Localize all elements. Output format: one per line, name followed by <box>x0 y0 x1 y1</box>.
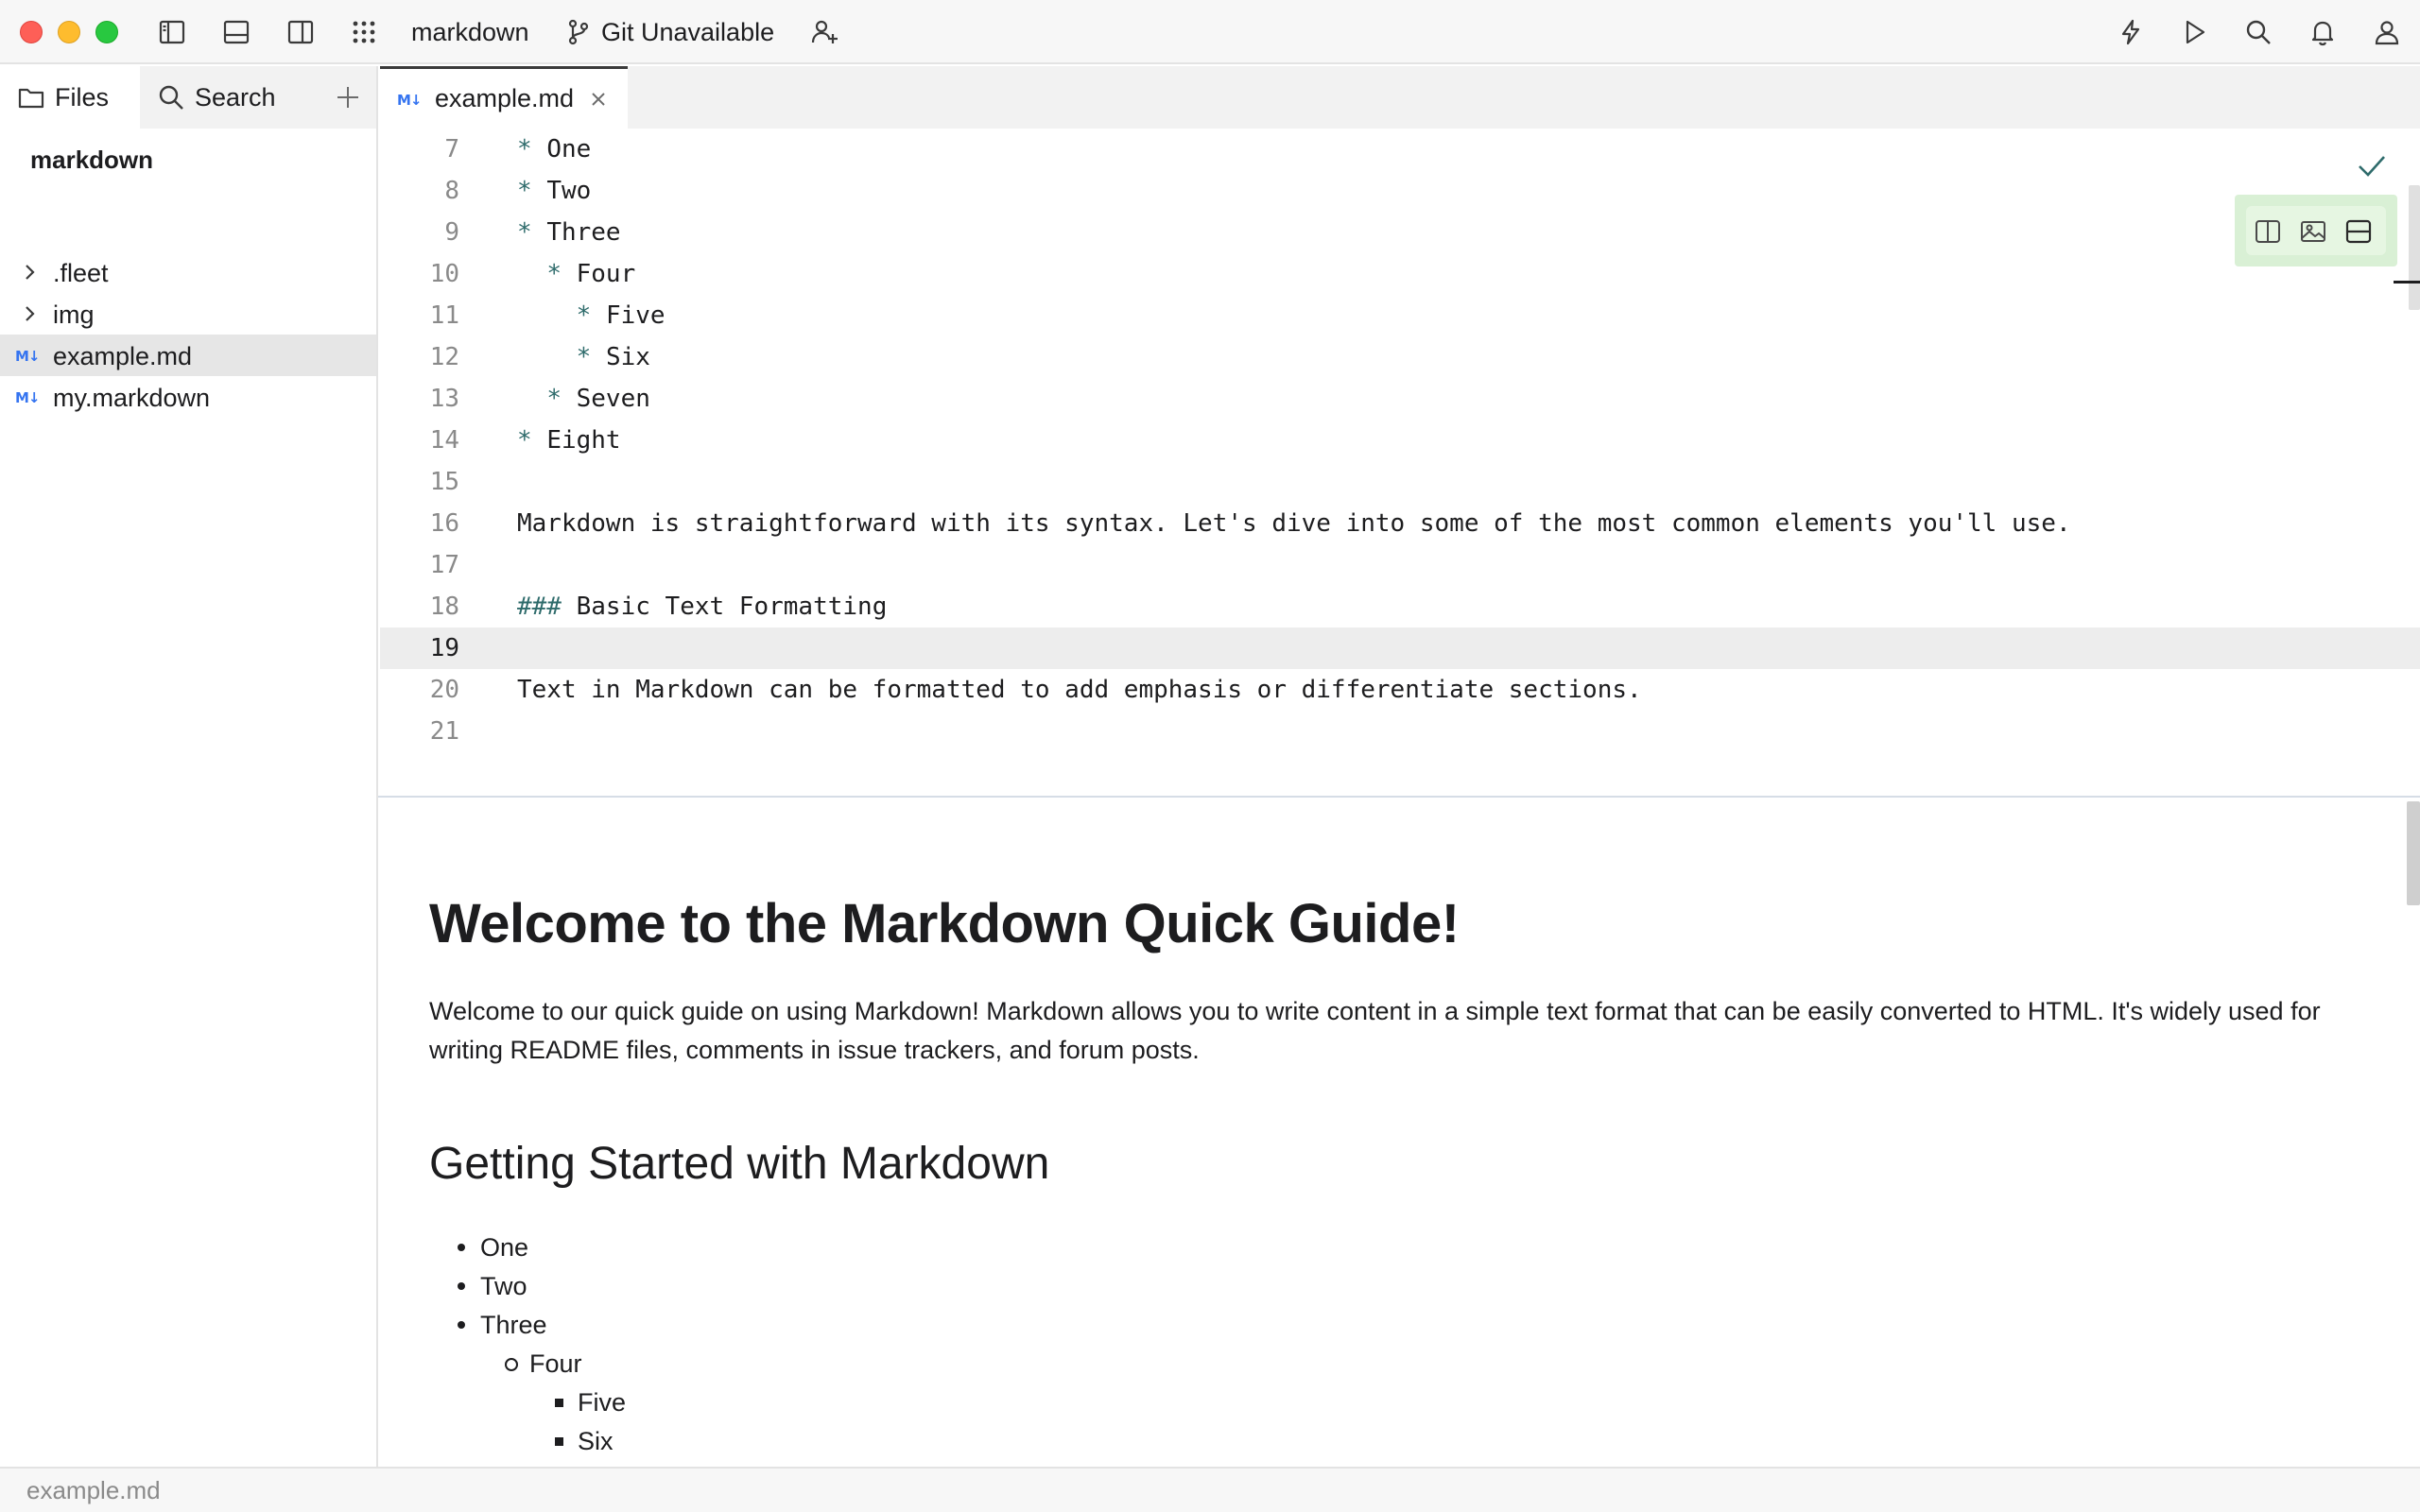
tree-item-label: .fleet <box>53 259 109 287</box>
tree-item-label: img <box>53 301 95 329</box>
project-name[interactable]: markdown <box>411 18 529 46</box>
line-number: 8 <box>444 177 459 205</box>
line-number: 20 <box>429 676 459 704</box>
line-number: 16 <box>429 509 459 538</box>
preview-list-item: Six <box>578 1422 614 1460</box>
tree-folder-fleet[interactable] <box>0 251 376 293</box>
tab-search-label: Search <box>195 82 276 112</box>
git-status-label[interactable]: Git Unavailable <box>601 18 775 46</box>
toggle-left-panel-icon[interactable] <box>157 17 187 47</box>
split-horizontal-icon[interactable] <box>2344 217 2373 246</box>
editor-scroll-marker <box>2394 281 2420 284</box>
status-bar <box>0 1467 2420 1512</box>
preview-list-item: Two <box>480 1267 527 1305</box>
preview-list-item: One <box>480 1228 528 1266</box>
preview-list-item: Four <box>529 1345 582 1383</box>
add-tab-icon[interactable] <box>333 82 363 112</box>
editor-tab-strip <box>380 66 2420 129</box>
line-number: 21 <box>429 717 459 746</box>
tree-item-label: example.md <box>53 342 193 370</box>
code-line[interactable] <box>380 544 2420 586</box>
toggle-bottom-panel-icon[interactable] <box>221 17 251 47</box>
line-number: 10 <box>429 260 459 288</box>
window-maximize-button[interactable] <box>95 21 118 43</box>
markdown-file-icon: M↓ <box>397 92 422 109</box>
line-number: 7 <box>444 135 459 163</box>
git-branch-icon <box>563 17 594 47</box>
line-text: * Six <box>576 343 650 371</box>
line-number: 19 <box>429 634 459 662</box>
line-number: 14 <box>429 426 459 455</box>
code-line[interactable] <box>380 378 2420 420</box>
preview-paragraph: Welcome to our quick guide on using Markdown! Markdown allows you to write content in a simple text format that can be easily converted to HTML. It's widely used for writing README files, comments in issue trackers, and forum posts. <box>429 997 2321 1064</box>
line-text: * Two <box>517 177 592 205</box>
preview-list-item: Three <box>480 1306 547 1344</box>
search-icon[interactable] <box>2243 17 2273 47</box>
folder-icon <box>17 83 45 112</box>
tab-search[interactable] <box>140 66 310 129</box>
line-text: * Five <box>576 301 666 330</box>
line-number: 15 <box>429 468 459 496</box>
preview-scrollbar[interactable] <box>2407 801 2420 905</box>
line-text: * Seven <box>546 385 650 413</box>
title-bar <box>0 0 2420 64</box>
status-file-name[interactable]: example.md <box>26 1476 161 1504</box>
line-number: 11 <box>429 301 459 330</box>
account-icon[interactable] <box>2372 17 2402 47</box>
code-line[interactable] <box>380 420 2420 461</box>
line-text: ### Basic Text Formatting <box>517 593 888 621</box>
preview-list-item: Five <box>578 1383 626 1421</box>
split-vertical-icon[interactable] <box>2254 217 2282 246</box>
preview-heading-2: Getting Started with Markdown <box>429 1139 1050 1189</box>
run-icon[interactable] <box>2179 17 2209 47</box>
line-number: 13 <box>429 385 459 413</box>
sidebar <box>0 66 378 1467</box>
editor-tab-label: example.md <box>435 84 575 112</box>
toggle-right-panel-icon[interactable] <box>285 17 316 47</box>
line-number: 17 <box>429 551 459 579</box>
app-grid-icon[interactable] <box>349 17 379 47</box>
bell-icon[interactable] <box>2308 17 2338 47</box>
line-text: * One <box>517 135 592 163</box>
code-line[interactable] <box>380 711 2420 752</box>
line-text: * Three <box>517 218 621 247</box>
tree-folder-img[interactable] <box>0 293 376 335</box>
code-line[interactable] <box>380 253 2420 295</box>
tab-files[interactable] <box>0 66 140 129</box>
image-preview-icon[interactable] <box>2299 217 2327 246</box>
code-line[interactable] <box>380 336 2420 378</box>
window-minimize-button[interactable] <box>58 21 80 43</box>
chevron-right-icon[interactable] <box>19 303 40 324</box>
tree-file-example-md[interactable] <box>0 335 376 376</box>
preview-mode-group <box>2246 206 2386 255</box>
markdown-file-icon: M↓ <box>15 389 40 406</box>
add-user-icon[interactable] <box>809 17 839 47</box>
code-line[interactable] <box>380 461 2420 503</box>
tab-files-label: Files <box>55 82 110 112</box>
project-root-label[interactable]: markdown <box>30 146 154 174</box>
code-line[interactable] <box>380 748 2420 790</box>
markdown-preview <box>380 798 2420 1467</box>
code-line[interactable] <box>380 212 2420 253</box>
checkmark-icon <box>2356 149 2388 181</box>
code-line[interactable] <box>380 669 2420 711</box>
markdown-file-icon: M↓ <box>15 348 40 365</box>
code-line[interactable] <box>380 170 2420 212</box>
close-icon[interactable] <box>590 91 607 108</box>
line-number: 18 <box>429 593 459 621</box>
search-icon <box>157 83 185 112</box>
sidebar-tabs <box>0 66 376 129</box>
code-line[interactable] <box>380 586 2420 627</box>
code-line[interactable] <box>380 295 2420 336</box>
preview-mode-toolbar <box>2235 195 2397 266</box>
tree-file-my-markdown[interactable] <box>0 376 376 418</box>
editor-scrollbar[interactable] <box>2409 185 2420 310</box>
window-close-button[interactable] <box>20 21 43 43</box>
preview-heading-1: Welcome to the Markdown Quick Guide! <box>429 893 1460 954</box>
editor-tab-example-md[interactable] <box>380 66 628 129</box>
chevron-right-icon[interactable] <box>19 262 40 283</box>
tree-item-label: my.markdown <box>53 384 211 412</box>
line-text: * Eight <box>517 426 621 455</box>
line-number: 12 <box>429 343 459 371</box>
line-number: 9 <box>444 218 459 247</box>
line-text: Markdown is straightforward with its syntax. Let's dive into some of the most common elements you'll use. <box>517 509 2071 538</box>
code-line[interactable] <box>380 503 2420 544</box>
line-text: Text in Markdown can be formatted to add emphasis or differentiate sections. <box>517 676 1642 704</box>
line-text: * Four <box>546 260 636 288</box>
lightning-icon[interactable] <box>2116 17 2146 47</box>
code-editor[interactable] <box>380 129 2420 796</box>
code-line[interactable] <box>380 627 2420 669</box>
code-line[interactable] <box>380 129 2420 170</box>
